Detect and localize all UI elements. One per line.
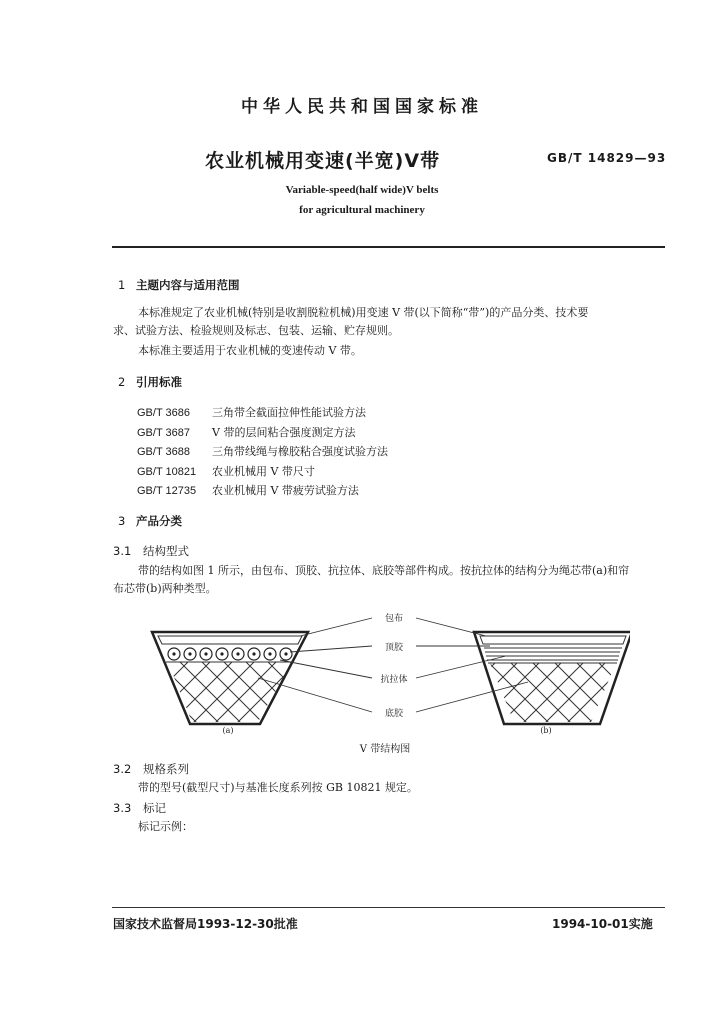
- reference-item: [137, 443, 388, 459]
- footer-issued: 国家技术监督局1993-12-30批准: [113, 917, 298, 931]
- subsection-3-3-title: 标记: [143, 801, 166, 815]
- subsection-3-1-number: 3.1: [113, 544, 132, 558]
- reference-code: GB/T 12735: [137, 485, 197, 497]
- subsection-3-1-heading: [113, 543, 189, 559]
- label-bottom-rubber: 底胶: [384, 709, 404, 719]
- reference-item: [137, 424, 355, 440]
- subsection-3-3-heading: [113, 800, 166, 816]
- belt-b-fabric-type: [472, 632, 630, 727]
- reference-name: 农业机械用 V 带尺寸: [212, 465, 315, 478]
- header-rule: [112, 246, 665, 248]
- subsection-3-1-line2: 布芯带(b)两种类型。: [113, 582, 217, 595]
- section-2-number: 2: [118, 375, 126, 389]
- reference-name: 三角带线绳与橡胶粘合强度试验方法: [212, 445, 388, 458]
- standard-number: GB/T 14829—93: [547, 151, 667, 165]
- footer-rule: [112, 907, 665, 908]
- section-1-para1-line2: 求、试验方法、检验规则及标志、包装、运输、贮存规则。: [113, 324, 399, 337]
- reference-code: GB/T 10821: [137, 466, 197, 478]
- reference-item: [137, 482, 359, 498]
- section-3-number: 3: [118, 514, 126, 528]
- reference-code: GB/T 3686: [137, 407, 190, 419]
- section-2-title: 引用标准: [136, 375, 182, 389]
- cord-row: [168, 648, 292, 660]
- subsection-3-1-title: 结构型式: [143, 544, 189, 558]
- subsection-3-3-text: 标记示例：: [138, 820, 193, 833]
- section-1-para2: 本标准主要适用于农业机械的变速传动 V 带。: [138, 344, 362, 357]
- section-1-para1-line1: 本标准规定了农业机械(特别是收割脱粒机械)用变速 V 带(以下简称“带”)的产品分类、技术要: [138, 306, 589, 319]
- reference-code: GB/T 3688: [137, 446, 190, 458]
- section-1-number: 1: [118, 278, 126, 292]
- label-cover-fabric: 包布: [384, 614, 404, 624]
- section-3-heading: [118, 513, 182, 529]
- national-standard-heading: 中华人民共和国国家标准: [241, 97, 483, 117]
- label-tensile-member: 抗拉体: [380, 675, 408, 685]
- reference-item: [137, 463, 315, 479]
- standard-title-en-line1: Variable-speed(half wide)V belts: [285, 184, 439, 196]
- section-2-heading: [118, 374, 182, 390]
- section-3-title: 产品分类: [136, 514, 182, 528]
- subsection-3-2-heading: [113, 761, 189, 777]
- section-1-heading: [118, 277, 240, 293]
- reference-name: 三角带全截面拉伸性能试验方法: [212, 406, 366, 419]
- reference-name: V 带的层间粘合强度测定方法: [212, 426, 356, 439]
- subfigure-b-label: (b): [540, 726, 552, 735]
- figure-caption: V 带结构图: [359, 744, 411, 755]
- belt-a-cord-type: [150, 632, 310, 726]
- reference-code: GB/T 3687: [137, 427, 190, 439]
- subsection-3-1-line1: 带的结构如图 1 所示，由包布、顶胶、抗拉体、底胶等部件构成。按抗拉体的结构分为绳芯带(a)和帘: [138, 564, 630, 577]
- label-top-rubber: 顶胶: [384, 643, 404, 653]
- subfigure-a-label: (a): [222, 726, 234, 735]
- subsection-3-3-number: 3.3: [113, 801, 132, 815]
- reference-item: [137, 404, 366, 420]
- subsection-3-2-title: 规格系列: [143, 762, 189, 776]
- v-belt-structure-figure: [140, 600, 630, 750]
- section-1-title: 主题内容与适用范围: [136, 278, 240, 292]
- reference-name: 农业机械用 V 带疲劳试验方法: [212, 484, 359, 497]
- standard-title-zh: 农业机械用变速(半宽)V带: [205, 150, 441, 172]
- subsection-3-2-text: 带的型号(截型尺寸)与基准长度系列按 GB 10821 规定。: [138, 781, 418, 794]
- standard-title-en-line2: for agricultural machinery: [299, 204, 425, 216]
- footer-effective: 1994-10-01实施: [552, 917, 653, 931]
- subsection-3-2-number: 3.2: [113, 762, 132, 776]
